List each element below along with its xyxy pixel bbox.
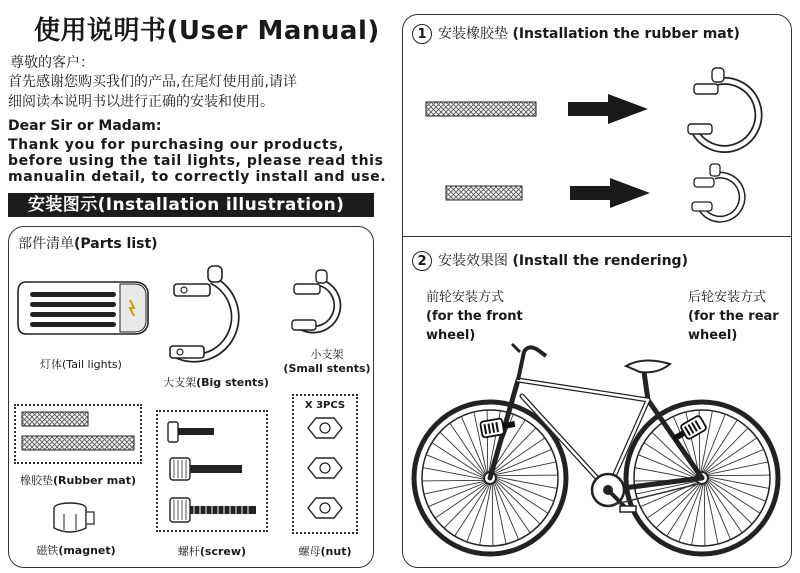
wheel-spoke bbox=[705, 483, 718, 544]
magnet-label-en: (magnet) bbox=[58, 544, 116, 557]
wheel-spoke bbox=[495, 462, 556, 475]
rubber-mat-installation-illustration bbox=[426, 62, 766, 222]
wheel-spoke bbox=[487, 410, 488, 472]
magnet-label bbox=[30, 542, 122, 558]
nut-label-en: (nut) bbox=[320, 545, 352, 558]
step-1-heading bbox=[412, 23, 740, 44]
rubber-mat-label-en: (Rubber mat) bbox=[53, 474, 136, 487]
screw-icon bbox=[164, 418, 264, 528]
rear-wheel-label-cn: 后轮安装方式 bbox=[688, 290, 767, 305]
magnet-icon bbox=[50, 500, 96, 538]
parts-title-cn: 部件清单 bbox=[18, 236, 74, 252]
step-1-title-en: (Installation the rubber mat) bbox=[512, 26, 740, 42]
nut-icon bbox=[306, 414, 346, 530]
big-stent-label-en: (Big stents) bbox=[196, 376, 269, 389]
arrow-right-icon bbox=[568, 94, 648, 124]
intro-en bbox=[8, 137, 398, 185]
small-stent-icon bbox=[290, 268, 350, 338]
wheel-spoke bbox=[424, 481, 485, 494]
steps-divider bbox=[402, 236, 792, 237]
intro-cn-line-1: 首先感谢您购买我们的产品,在尾灯使用前,请详 bbox=[8, 74, 297, 90]
tail-light-icon bbox=[16, 278, 150, 338]
rear-mounted-tail-light bbox=[670, 415, 707, 446]
tail-light-label: 灯体(Tail lights) bbox=[40, 358, 122, 371]
intro-en-line-3: manualin detail, to correctly install and use. bbox=[8, 169, 387, 185]
big-stent-label-cn: 大支架 bbox=[163, 376, 197, 389]
bicycle-illustration bbox=[408, 340, 788, 562]
big-stent-label bbox=[160, 374, 272, 390]
rubber-mat-icon bbox=[22, 412, 142, 456]
wheel-spoke bbox=[493, 483, 506, 544]
handlebar-icon bbox=[518, 347, 546, 380]
wheel-spoke bbox=[496, 477, 557, 489]
wheel-spoke bbox=[480, 484, 492, 545]
page-title: 使用说明书(User Manual) bbox=[34, 16, 380, 46]
step-2-title-en: (Install the rendering) bbox=[512, 253, 688, 269]
rubber-mat-label-cn: 橡胶垫 bbox=[20, 474, 54, 487]
nut-quantity: X 3PCS bbox=[304, 400, 346, 411]
wheel-spoke bbox=[704, 484, 705, 546]
big-stent-icon bbox=[166, 262, 266, 372]
small-stent-label-en: (Small stents) bbox=[283, 362, 371, 375]
intro-en-line-1: Thank you for purchasing our products, bbox=[8, 137, 345, 153]
step-1-number: 1 bbox=[412, 24, 432, 44]
intro-en-line-2: before using the tail lights, please read this bbox=[8, 153, 384, 169]
rear-wheel-label-en-1: (for the rear bbox=[688, 309, 779, 324]
rubber-mat-label bbox=[14, 472, 142, 488]
installation-section-bar: 安装图示(Installation illustration) bbox=[8, 193, 374, 217]
screw-label-cn: 螺杆 bbox=[177, 545, 200, 558]
parts-list-title bbox=[18, 233, 158, 253]
wheel-spoke bbox=[708, 475, 770, 476]
wheel-spoke bbox=[707, 462, 768, 475]
nut-label bbox=[286, 543, 364, 559]
wheel-spoke bbox=[422, 480, 484, 481]
nut-label-cn: 螺母 bbox=[298, 545, 321, 558]
small-stent-label-cn: 小支架 bbox=[310, 348, 344, 361]
wheel-spoke bbox=[496, 475, 558, 476]
front-wheel-label bbox=[426, 288, 523, 345]
wheel-spoke bbox=[492, 484, 493, 546]
front-wheel-label-en-2: wheel) bbox=[426, 328, 476, 343]
intro-cn-line-2: 细阅读本说明书以进行正确的安装和使用。 bbox=[8, 94, 274, 110]
rear-wheel-label bbox=[688, 288, 779, 345]
greeting-cn: 尊敬的客户： bbox=[10, 55, 94, 71]
front-wheel-label-en-1: (for the front bbox=[426, 309, 523, 324]
screw-label-en: (screw) bbox=[199, 545, 247, 558]
step-2-title-cn: 安装效果图 bbox=[438, 253, 508, 269]
arrow-right-icon bbox=[570, 178, 650, 208]
wheel-spoke bbox=[708, 477, 769, 489]
step-1-title-cn: 安装橡胶垫 bbox=[438, 26, 508, 42]
rear-wheel-label-en-2: wheel) bbox=[688, 328, 738, 343]
magnet-label-cn: 磁铁 bbox=[36, 544, 59, 557]
greeting-en: Dear Sir or Madam: bbox=[8, 118, 162, 134]
step-2-heading bbox=[412, 250, 688, 271]
step-2-number: 2 bbox=[412, 251, 432, 271]
front-wheel-label-cn: 前轮安装方式 bbox=[426, 290, 505, 305]
wheel-spoke bbox=[423, 468, 484, 480]
wheel-spoke bbox=[692, 484, 704, 545]
saddle-icon bbox=[626, 360, 670, 372]
screw-label bbox=[156, 543, 268, 559]
bicycle-frame bbox=[490, 372, 702, 490]
intro-cn bbox=[8, 72, 388, 112]
small-stent-label bbox=[282, 346, 372, 375]
parts-title-en: (Parts list) bbox=[74, 236, 158, 252]
